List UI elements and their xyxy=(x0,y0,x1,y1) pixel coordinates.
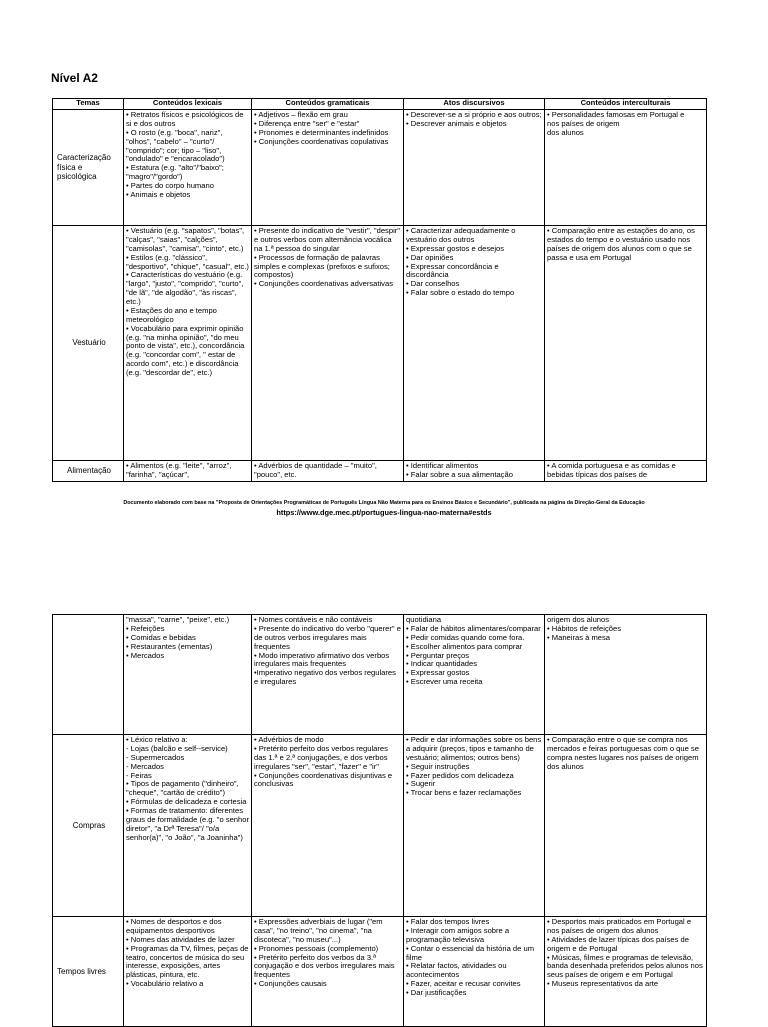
lexical-cell xyxy=(124,461,252,482)
cell-line: • Nomes contáveis e não contáveis xyxy=(254,616,373,624)
cell-line: • Conjunções causais xyxy=(254,979,327,989)
source-url: https://www.dge.mec.pt/portugues-lingua-nao-materna#estds xyxy=(276,508,492,517)
cell-line: • Pronomes e determinantes indefinidos xyxy=(254,127,389,137)
cell-line: • Músicas, filmes e programas de televisão, banda desenhada preferidos pelos alunos nos seus países de origem e em Portugal xyxy=(547,952,703,980)
source-note: Documento elaborado com base na "Proposta de Orientações Programáticas de Português Língua Não Materna para os Ensinos Básico e Secundário", publicada na página da Direção-Geral da Educação xyxy=(123,500,645,506)
cell-line: • Estatura (e.g. "alto"/"baixo"; "magro"/"gordo") xyxy=(126,163,224,182)
cell-line: • Pronomes pessoais (complemento) xyxy=(254,943,379,953)
cell-line: • Alimentos (e.g. "leite", "arroz", "farinha", "açúcar", xyxy=(126,462,232,479)
lexical-cell xyxy=(124,735,252,917)
cell-line: • Estilos (e.g. "clássico", "desportivo", "chique", "casual", etc.) xyxy=(126,252,249,271)
cell-line: • Mercados xyxy=(126,650,165,660)
cell-line: • Modo imperativo afirmativo dos verbos irregulares mais frequentes xyxy=(254,650,390,669)
theme-cell: Tempos livres xyxy=(53,917,124,1027)
cell-line: • Perguntar preços xyxy=(406,650,470,660)
header-temas: Temas xyxy=(53,99,124,110)
intercultural-cell xyxy=(545,735,707,917)
cell-line: • Pedir e dar informações sobre os bens a adquirir (preços, tipos e tamanho de vestuário; alimentos; outros bens) xyxy=(406,736,542,762)
cell-line: • Pedir comidas quando come fora. xyxy=(406,632,525,642)
cell-line: • Seguir instruções xyxy=(406,761,470,771)
cell-line: • Fazer pedidos com delicadeza xyxy=(406,770,514,780)
cell-line: • Nomes das atividades de lazer xyxy=(126,934,235,944)
cell-line: • Falar de hábitos alimentares/comparar xyxy=(406,623,541,633)
content-table-page-1 xyxy=(52,98,707,482)
cell-line: • Falar sobre a sua alimentação xyxy=(406,469,513,479)
cell-line: • Dar justificações xyxy=(406,988,467,997)
cell-line: • Descrever animais e objetos xyxy=(406,118,507,128)
intercultural-cell xyxy=(545,110,707,226)
cell-line: • Fórmulas de delicadeza e cortesia xyxy=(126,797,247,807)
discourse-cell xyxy=(404,226,545,461)
cell-line: • Formas de tratamento: diferentes graus de formalidade (e.g. "o senhor diretor", "a Drª Teresa"/ "o/a senhor(a)", "o João", "a Joaninha") xyxy=(126,806,249,842)
lexical-cell xyxy=(124,226,252,461)
cell-line: • Falar sobre o estado do tempo xyxy=(406,288,515,298)
lexical-cell xyxy=(124,615,252,735)
cell-line: • Dar opiniões xyxy=(406,252,454,262)
discourse-cell xyxy=(404,917,545,1027)
cell-line: • Sugerir xyxy=(406,779,436,789)
lexical-cell xyxy=(124,917,252,1027)
cell-line: • Vocabulário relativo a xyxy=(126,979,204,989)
intercultural-cell xyxy=(545,615,707,735)
grammar-cell xyxy=(252,615,404,735)
table-row xyxy=(53,735,707,917)
cell-line: origem dos alunos xyxy=(547,616,610,624)
cell-line: • Retratos físicos e psicológicos de si e dos outros xyxy=(126,111,244,128)
cell-line: • Conjunções coordenativas disjuntivas e conclusivas xyxy=(254,770,393,789)
theme-cell: Alimentação xyxy=(53,461,124,482)
cell-line: • Advérbios de modo xyxy=(254,736,324,744)
cell-line: • Advérbios de quantidade – "muito", "pouco", etc. xyxy=(254,462,377,479)
cell-line: • Maneiras à mesa xyxy=(547,632,611,642)
table-row xyxy=(53,110,707,226)
cell-line: • Expressar gostos xyxy=(406,668,470,678)
cell-line: • Relatar factos, atividades ou acontecimentos xyxy=(406,961,507,980)
theme-cell xyxy=(53,615,124,735)
cell-line: • Presente do indicativo de "vestir", "despir" e outros verbos com alternância vocálica na 1.ª pessoa do singular xyxy=(254,227,400,253)
cell-line: • Processos de formação de palavras simples e complexas (prefixos e sufixos; compostos) xyxy=(254,252,390,280)
cell-line: • Estações do ano e tempo meteorológico xyxy=(126,305,217,324)
table-row xyxy=(53,917,707,1027)
table-header-row xyxy=(53,99,707,110)
cell-line: • Programas da TV, filmes, peças de teatro, concertos de música do seu interesse, exposições, artes plásticas, pintura, etc. xyxy=(126,943,249,980)
cell-line: - Lojas (balcão e self--service) xyxy=(126,743,228,753)
cell-line: • Comidas e bebidas xyxy=(126,632,196,642)
cell-line: - Feiras xyxy=(126,770,152,780)
cell-line: • Comparação entre o que se compra nos mercados e feiras portuguesas com o que se compra nestes lugares nos países de origem dos alunos xyxy=(547,736,699,771)
intercultural-cell xyxy=(545,917,707,1027)
content-table-page-2 xyxy=(52,614,707,1027)
cell-line: • Escrever uma receita xyxy=(406,677,483,687)
intercultural-cell xyxy=(545,226,707,461)
cell-line: • Vestuário (e.g. "sapatos", "botas", "calças", "saias", "calções", "camisolas", "camisa", "cinto", etc.) xyxy=(126,227,245,253)
cell-line: • Conjunções coordenativas adversativas xyxy=(254,279,394,289)
theme-cell: Vestuário xyxy=(53,226,124,461)
cell-line: • Contar o essencial da história de um filme xyxy=(406,943,535,962)
header-conteudos-gramaticais: Conteúdos gramaticais xyxy=(252,99,404,110)
table-row xyxy=(53,226,707,461)
grammar-cell xyxy=(252,461,404,482)
intercultural-cell xyxy=(545,461,707,482)
header-atos-discursivos: Atos discursivos xyxy=(404,99,545,110)
cell-line: nos países de origem xyxy=(547,118,620,128)
cell-line: • Nomes de desportos e dos equipamentos desportivos xyxy=(126,918,222,935)
discourse-cell xyxy=(404,735,545,917)
cell-line: •Imperativo negativo dos verbos regulares e irregulares xyxy=(254,668,396,687)
cell-line: "massa", "carne", "peixe", etc.) xyxy=(126,616,230,624)
lexical-cell xyxy=(124,110,252,226)
cell-line: • O rosto (e.g. "boca", nariz", "olhos", "cabelo" – "curto"/ "comprido"; cor; tipo – "liso", "ondulado" e "encaracolado") xyxy=(126,127,225,164)
cell-line: • Dar conselhos xyxy=(406,279,460,289)
grammar-cell xyxy=(252,110,404,226)
discourse-cell xyxy=(404,461,545,482)
cell-line: • Interagir com amigos sobre a programação televisiva xyxy=(406,925,510,944)
cell-line: • Tipos de pagamento ("dinheiro", "cheque", "cartão de crédito") xyxy=(126,779,239,798)
cell-line: • Caracterizar adequadamente o vestuário dos outros xyxy=(406,227,516,244)
cell-line: - Supermercados xyxy=(126,752,185,762)
grammar-cell xyxy=(252,917,404,1027)
grammar-cell xyxy=(252,226,404,461)
cell-line: • Escolher alimentos para comprar xyxy=(406,641,523,651)
cell-line: • Léxico relativo a: xyxy=(126,736,188,744)
cell-line: • Presente do indicativo do verbo "querer" e de outros verbos irregulares mais frequentes xyxy=(254,623,401,651)
cell-line: quotidiana xyxy=(406,616,442,624)
cell-line: • Museus representativos da arte xyxy=(547,979,659,989)
theme-cell: Compras xyxy=(53,735,124,917)
cell-line: • Personalidades famosas em Portugal e xyxy=(547,111,685,119)
cell-line: • Partes do corpo humano xyxy=(126,181,214,190)
cell-line: • Fazer, aceitar e recusar convites xyxy=(406,979,521,989)
cell-line: - Mercados xyxy=(126,761,164,771)
page-title: Nível A2 xyxy=(51,71,98,85)
cell-line: • Desportos mais praticados em Portugal e nos países de origem dos alunos xyxy=(547,918,692,935)
table-row xyxy=(53,461,707,482)
cell-line: • Vocabulário para exprimir opinião (e.g. "na minha opinião", "do meu ponto de vista", etc.), concordância (e.g. "concordar com", " estar de acordo com", etc.) e discordância (e.g. "descordar de", etc.) xyxy=(126,323,245,377)
cell-line: • Animais e objetos xyxy=(126,189,191,199)
cell-line: • Diferença entre "ser" e "estar" xyxy=(254,118,360,128)
cell-line: • Descrever-se a si próprio e aos outros; xyxy=(406,111,542,119)
cell-line: • Expressar concordância e discordância xyxy=(406,261,499,280)
cell-line: dos alunos xyxy=(547,127,584,137)
cell-line: • Restaurantes (ementas) xyxy=(126,641,213,651)
theme-cell: Caracterização física e psicológica xyxy=(53,110,124,226)
cell-line: • Indicar quantidades xyxy=(406,659,478,669)
cell-line: • Adjetivos – flexão em grau xyxy=(254,111,348,119)
header-conteudos-lexicais: Conteúdos lexicais xyxy=(124,99,252,110)
cell-line: • A comida portuguesa e as comidas e bebidas típicas dos países de xyxy=(547,462,676,479)
cell-line: • Atividades de lazer típicas dos países de origem e de Portugal xyxy=(547,934,689,953)
cell-line: • Características do vestuário (e.g. "largo", "justo", "comprido", "curto", "de lã", "de algodão", "às riscas", etc.) xyxy=(126,270,244,306)
cell-line: • Pretérito perfeito dos verbos da 3.ª conjugação e dos verbos irregulares mais frequentes xyxy=(254,952,395,980)
cell-line: • Conjunções coordenativas copulativas xyxy=(254,136,389,146)
cell-line: • Expressar gostos e desejos xyxy=(406,243,505,253)
cell-line: • Comparação entre as estações do ano, os estados do tempo e o vestuário usado nos países de origem dos alunos com o que se passa e usa em Portugal xyxy=(547,227,695,262)
discourse-cell xyxy=(404,615,545,735)
cell-line: • Pretérito perfeito dos verbos regulares das 1.ª e 2.ª conjugações, e dos verbos irregulares "ser", "estar", "fazer" e "ir" xyxy=(254,743,388,771)
cell-line: • Hábitos de refeições xyxy=(547,623,621,633)
cell-line: • Expressões adverbiais de lugar ("em casa", "no treino", "no cinema", "na discoteca", "no museu"...) xyxy=(254,918,383,944)
table-row xyxy=(53,615,707,735)
discourse-cell xyxy=(404,110,545,226)
cell-line: • Falar dos tempos livres xyxy=(406,918,490,926)
cell-line: • Trocar bens e fazer reclamações xyxy=(406,788,522,798)
cell-line: • Refeições xyxy=(126,623,165,633)
cell-line: • Identificar alimentos xyxy=(406,462,479,470)
grammar-cell xyxy=(252,735,404,917)
header-conteudos-interculturais: Conteúdos interculturais xyxy=(545,99,707,110)
